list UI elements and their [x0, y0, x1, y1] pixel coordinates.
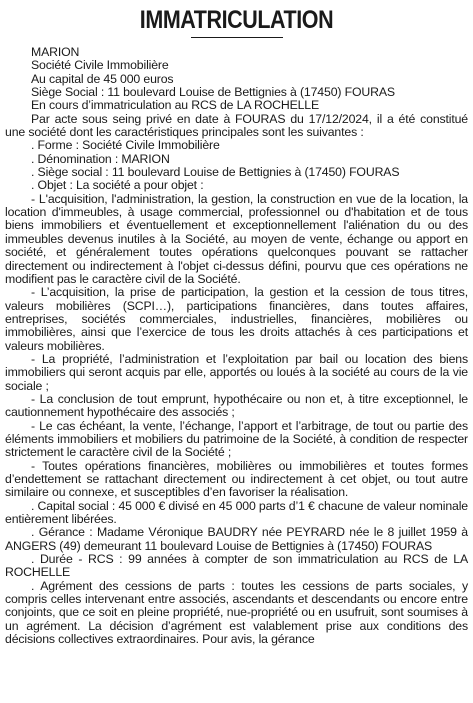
- item-denomination: . Dénomination : MARION: [31, 151, 170, 166]
- purpose-real-estate: - L'acquisition, l'administration, la gestion, la construction en vue de la location, la location d'immeubles, à usage commercial, professionnel ou d'habitation et de tous biens immobiliers et éventuellement et exceptionnellement l'aliénation du ou des immeubles devenus inutiles à la Société, au moyen de vente, échange ou apport en société, et généralement toutes opérations quelconques pouvant se rattacher directement ou indirectement à l'objet ci-dessus défini, pourvu que ces opérations ne modifient pas le caractère civil de la Société.: [5, 191, 468, 286]
- purpose-financial-operations: - Toutes opérations financières, mobilières ou immobilières et toutes formes d’endettement se rattachant directement ou indirectement à cet objet, ou tout autre similaire ou connexe, et susceptibles d’en favoriser la réalisation.: [5, 458, 468, 500]
- company-capital: Au capital de 45 000 euros: [31, 71, 174, 86]
- purpose-securities: - L’acquisition, la prise de participation, la gestion et la cession de tous titres, valeurs mobilières (SCPI…), participations financières, dans toutes affaires, entreprises, sociétés commerciales, industrielles, financières, mobilières ou immobilières, ainsi que l’exercice de tous les droits attachés à ces participations et valeurs mobilières.: [5, 285, 468, 353]
- item-purpose: . Objet : La société a pour objet :: [31, 178, 204, 193]
- company-name: MARION: [31, 45, 80, 59]
- company-registration-status: En cours d’immatriculation au RCS de LA ROCHELLE: [31, 98, 320, 113]
- purpose-loans: - La conclusion de tout emprunt, hypothécaire ou non et, à titre exceptionnel, le cautionnement hypothécaire des associés ;: [5, 391, 468, 420]
- item-duration-rcs: . Durée - RCS : 99 années à compter de son immatriculation au RCS de LA ROCHELLE: [5, 552, 468, 580]
- title-underline: [191, 37, 283, 38]
- item-management: . Gérance : Madame Véronique BAUDRY née PEYRARD née le 8 juillet 1959 à ANGERS (49) demeurant 11 boulevard Louise de Bettignies à (17450) FOURAS: [5, 525, 468, 553]
- notice-body: [5, 46, 468, 646]
- item-share-capital: . Capital social : 45 000 € divisé en 45 000 parts d’1 € chacune de valeur nominale entièrement libérées.: [5, 498, 468, 527]
- notice-intro: Par acte sous seing privé en date à FOURAS du 17/12/2024, il a été constitué une société dont les caractéristiques principales sont les suivantes :: [5, 111, 468, 140]
- item-share-transfer-approval: . Agrément des cessions de parts : toutes les cessions de parts sociales, y compris celles intervenant entre associés, ascendants et descendants ou encore entre conjoints, que ce soit en pleine propriété, nue-propriété ou en usufruit, sont soumises à un agrément. La décision d’agrément est valablement prise aux conditions des décisions collectives extraordinaires. Pour avis, la gérance: [5, 578, 468, 647]
- item-form: . Forme : Société Civile Immobilière: [31, 138, 220, 153]
- item-registered-office: . Siège social : 11 boulevard Louise de Bettignies à (17450) FOURAS: [31, 165, 400, 180]
- company-registered-office: Siège Social : 11 boulevard Louise de Bettignies à (17450) FOURAS: [31, 85, 395, 100]
- purpose-sale-exchange: - Le cas échéant, la vente, l’échange, l’apport et l’arbitrage, de tout ou partie des éléments immobiliers et mobiliers du patrimoine de la Société, à condition de respecter strictement le caractère civil de la Société ;: [5, 418, 468, 460]
- company-form: Société Civile Immobilière: [31, 58, 169, 73]
- purpose-property-operation: - La propriété, l’administration et l’exploitation par bail ou location des biens immobiliers qui seront acquis par elle, apportés ou loués à la société au cours de la vie sociale ;: [5, 351, 468, 393]
- notice-title: IMMATRICULATION: [139, 6, 334, 34]
